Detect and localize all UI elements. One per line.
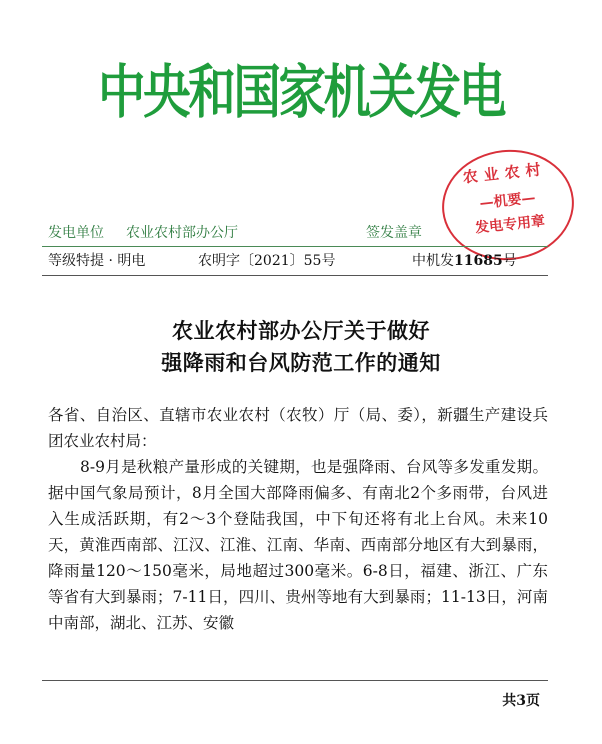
sender-value: 农业农村部办公厅: [126, 225, 238, 241]
seal-bottom-text: 发电专用章: [474, 213, 546, 237]
urgency-level: 等级特提 · 明电: [48, 253, 146, 269]
header-divider-top: [42, 246, 548, 247]
document-title-line2: 强降雨和台风防范工作的通知: [161, 350, 441, 375]
signer-label: 签发盖章: [366, 225, 422, 241]
document-title-line1: 农业农村部办公厅关于做好: [172, 318, 430, 343]
doc-number: [198, 252, 335, 270]
document-body: [48, 402, 548, 636]
seal-middle-text: —机要—: [478, 190, 537, 212]
cable-number-suffix: 号: [502, 253, 517, 269]
cable-number: [412, 252, 517, 270]
official-seal: [437, 143, 580, 266]
doc-number-value: 〔2021〕55号: [240, 253, 336, 269]
header-divider-bottom: [42, 275, 548, 276]
sender-label: 发电单位: [48, 225, 104, 241]
footer-divider: [42, 680, 548, 681]
page-count: 共3页: [502, 693, 540, 709]
seal-top-text: 农业农村: [461, 159, 548, 187]
body-paragraph: 8-9月是秋粮产量形成的关键期，也是强降雨、台风等多发重发期。据中国气象局预计，8月全国大部降雨偏多、有南北2个多雨带，台风进入生成活跃期，有2～3个登陆我国，中下旬还将有北上台风。未来10天，黄淮西南部、江汉、江淮、江南、华南、西南部分地区有大到暴雨，降雨量120～150毫米，局地超过300毫米。6-8日，福建、浙江、广东等省有大到暴雨；7-11日，四川、贵州等地有大到暴雨；11-13日，河南中南部，湖北、江苏、安徽: [48, 458, 548, 632]
addressee: 各省、自治区、直辖市农业农村（农牧）厅（局、委），新疆生产建设兵团农业农村局：: [48, 406, 548, 450]
doc-number-label: 农明字: [198, 253, 240, 269]
cable-number-label: 中机发: [412, 253, 454, 269]
cable-number-value: 11685: [454, 253, 503, 269]
masthead: 中央和国家机关发电: [98, 58, 504, 126]
